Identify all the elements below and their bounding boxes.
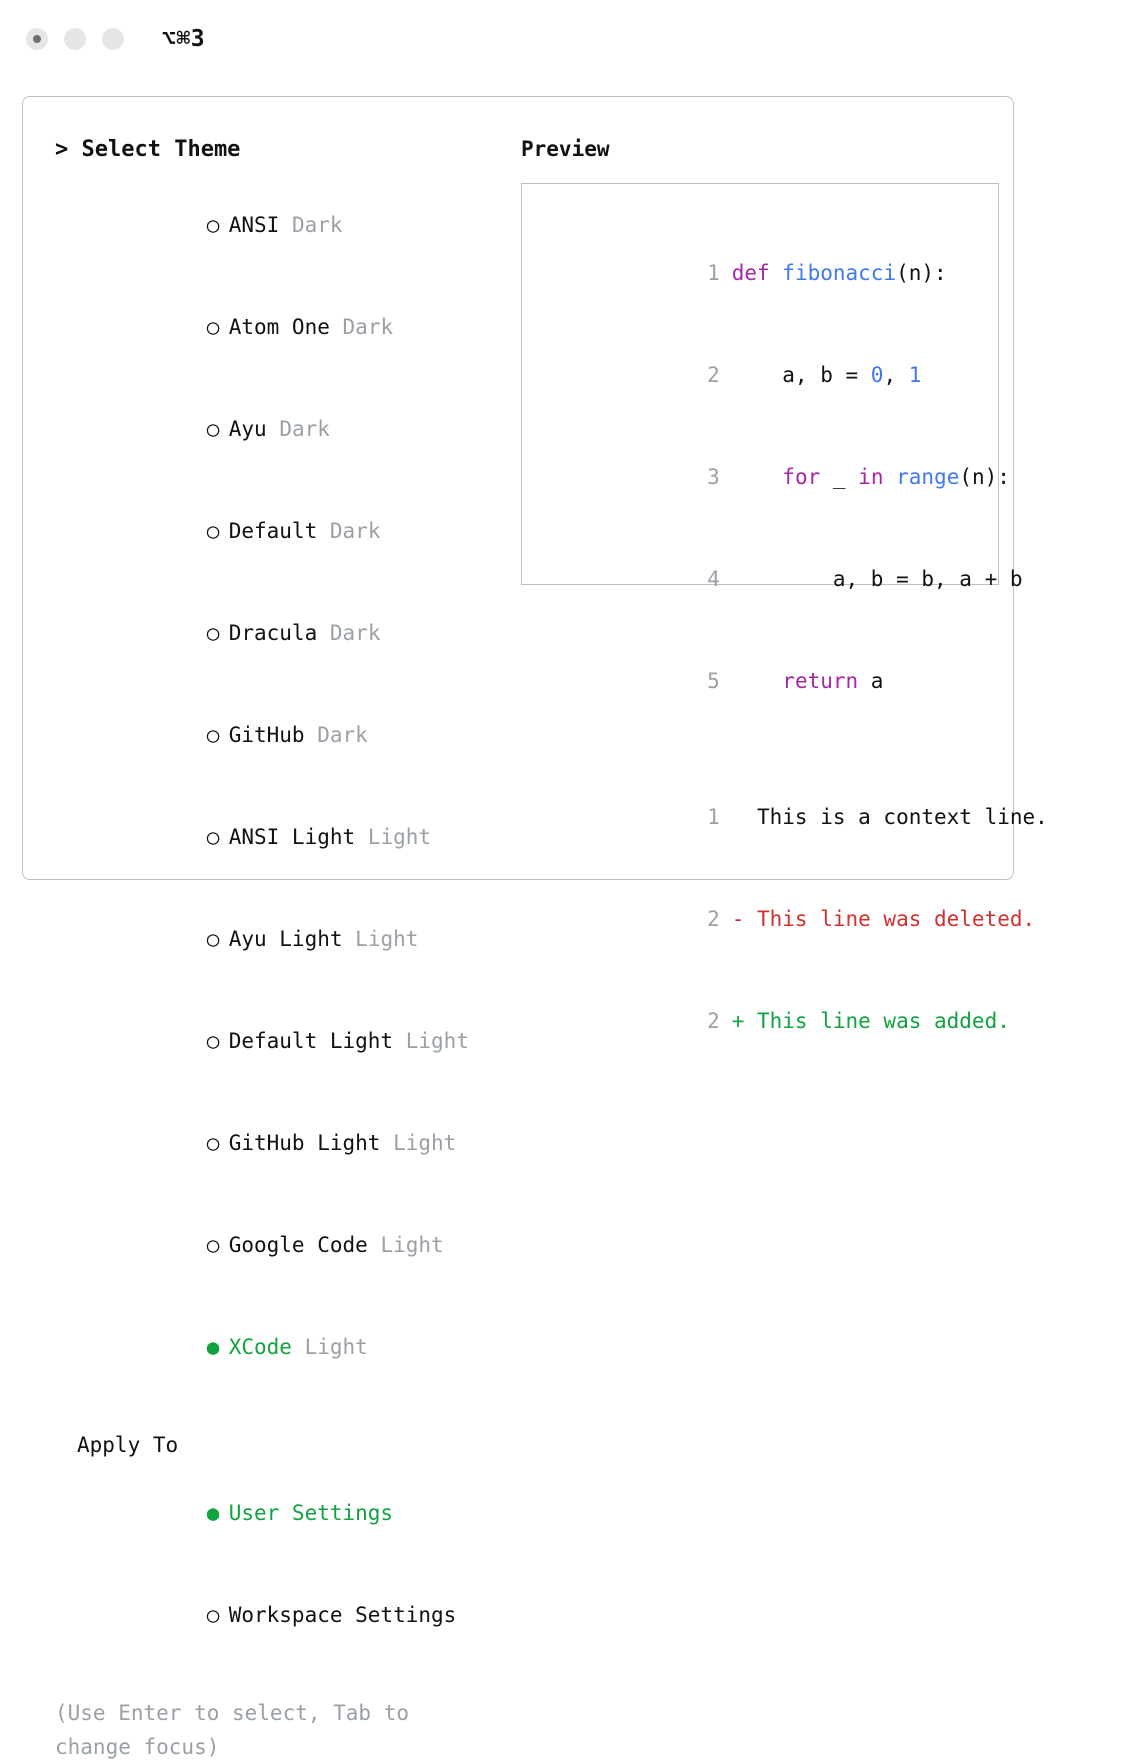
theme-name: GitHub Light	[228, 1131, 381, 1155]
code-token: a, b =	[731, 363, 871, 387]
radio-icon[interactable]: ○	[206, 621, 220, 645]
theme-variant: Dark	[291, 213, 343, 237]
radio-icon-selected[interactable]: ●	[206, 1501, 220, 1525]
code-token: def	[731, 261, 783, 285]
code-token: (n):	[896, 261, 947, 285]
theme-name: GitHub	[228, 723, 305, 747]
code-token: 0	[870, 363, 884, 387]
line-number: 4	[707, 567, 720, 591]
preview-column	[499, 137, 1048, 1764]
theme-list-column	[39, 137, 499, 1764]
code-token: in	[858, 465, 884, 489]
diff-text: This is a context line.	[731, 805, 1048, 829]
code-token: a	[858, 669, 884, 693]
line-number: 1	[707, 805, 720, 829]
theme-variant: Dark	[342, 315, 394, 339]
code-token	[732, 669, 783, 693]
radio-icon[interactable]: ○	[206, 315, 220, 339]
theme-list-item[interactable]	[55, 1194, 499, 1296]
apply-to-heading: Apply To	[77, 1433, 179, 1457]
traffic-light-zoom-icon[interactable]	[102, 28, 124, 50]
select-theme-heading: > Select Theme	[55, 137, 241, 162]
theme-name: ANSI	[228, 213, 280, 237]
code-token: return	[782, 669, 859, 693]
theme-name: Ayu	[228, 417, 267, 441]
code-token: a, b = b, a + b	[731, 567, 1023, 591]
theme-name: Default Light	[228, 1029, 394, 1053]
radio-icon[interactable]: ○	[206, 417, 220, 441]
theme-list-item[interactable]	[55, 990, 499, 1092]
diff-line-context	[544, 766, 1048, 868]
theme-variant: Light	[367, 825, 432, 849]
line-number: 1	[707, 261, 720, 285]
radio-icon[interactable]: ○	[206, 825, 220, 849]
line-number: 3	[707, 465, 720, 489]
theme-list-item[interactable]	[55, 684, 499, 786]
radio-icon[interactable]: ○	[206, 1131, 220, 1155]
code-token: range	[896, 465, 960, 489]
radio-icon[interactable]: ○	[206, 1603, 220, 1627]
apply-to-item[interactable]	[55, 1564, 499, 1666]
line-number: 2	[707, 907, 720, 931]
code-line	[544, 426, 1010, 528]
apply-to-item-selected[interactable]	[55, 1462, 499, 1564]
radio-icon[interactable]: ○	[206, 927, 220, 951]
apply-to-label: Workspace Settings	[228, 1603, 457, 1627]
radio-icon-selected[interactable]: ●	[206, 1335, 220, 1359]
code-token	[732, 465, 783, 489]
line-number: 2	[707, 363, 720, 387]
diff-text: - This line was deleted.	[731, 907, 1036, 931]
theme-variant: Dark	[279, 417, 330, 441]
main-panel	[22, 96, 1048, 1759]
apply-to-list[interactable]	[55, 1462, 499, 1666]
code-line	[544, 630, 998, 732]
theme-list-item[interactable]	[55, 888, 499, 990]
radio-icon[interactable]: ○	[206, 723, 220, 747]
radio-icon[interactable]: ○	[206, 519, 220, 543]
diff-line-deleted	[544, 868, 1036, 970]
preview-heading: Preview	[521, 137, 610, 161]
apply-to-label: User Settings	[228, 1501, 394, 1525]
theme-variant: Dark	[317, 723, 368, 747]
theme-variant: Light	[304, 1335, 368, 1359]
theme-list-item[interactable]	[55, 1092, 499, 1194]
theme-name: Dracula	[228, 621, 318, 645]
theme-list-item[interactable]	[55, 786, 499, 888]
theme-variant: Light	[405, 1029, 469, 1053]
code-line	[544, 324, 998, 426]
theme-list-item[interactable]	[55, 480, 499, 582]
code-token	[883, 465, 896, 489]
code-line	[544, 528, 1023, 630]
theme-name: ANSI Light	[228, 825, 356, 849]
line-number: 2	[707, 1009, 720, 1033]
code-token: (n):	[959, 465, 1010, 489]
theme-variant: Light	[380, 1233, 444, 1257]
window-titlebar	[0, 0, 1140, 78]
diff-line-added	[544, 970, 1010, 1072]
theme-variant: Dark	[329, 621, 381, 645]
keyboard-hint-text: (Use Enter to select, Tab to change focus)	[55, 1701, 422, 1759]
theme-list-item-selected[interactable]	[55, 1296, 499, 1398]
theme-list-item[interactable]	[55, 582, 499, 684]
theme-name: Ayu Light	[228, 927, 343, 951]
preview-box	[521, 183, 1048, 1033]
preview-spacer	[544, 732, 998, 766]
code-token: for	[782, 465, 821, 489]
theme-list[interactable]	[55, 174, 499, 1398]
theme-name: Atom One	[228, 315, 330, 339]
code-token: 1	[908, 363, 922, 387]
code-line	[544, 222, 998, 324]
theme-list-item[interactable]	[55, 174, 499, 276]
radio-icon[interactable]: ○	[206, 1029, 220, 1053]
radio-icon[interactable]: ○	[206, 1233, 220, 1257]
diff-text: + This line was added.	[731, 1009, 1010, 1033]
theme-list-item[interactable]	[55, 378, 499, 480]
theme-variant: Light	[355, 927, 419, 951]
traffic-light-close-icon[interactable]	[26, 28, 48, 50]
theme-name: Default	[228, 519, 318, 543]
code-token: _	[820, 465, 859, 489]
line-number: 5	[707, 669, 720, 693]
theme-variant: Dark	[329, 519, 381, 543]
theme-name: XCode	[228, 1335, 292, 1359]
theme-list-item[interactable]	[55, 276, 499, 378]
code-token: fibonacci	[782, 261, 897, 285]
keyboard-shortcut-label: ⌥⌘3	[162, 26, 206, 52]
code-token: ,	[883, 363, 909, 387]
radio-icon[interactable]: ○	[206, 213, 220, 237]
theme-name: Google Code	[228, 1233, 368, 1257]
theme-variant: Light	[393, 1131, 457, 1155]
traffic-light-minimize-icon[interactable]	[64, 28, 86, 50]
